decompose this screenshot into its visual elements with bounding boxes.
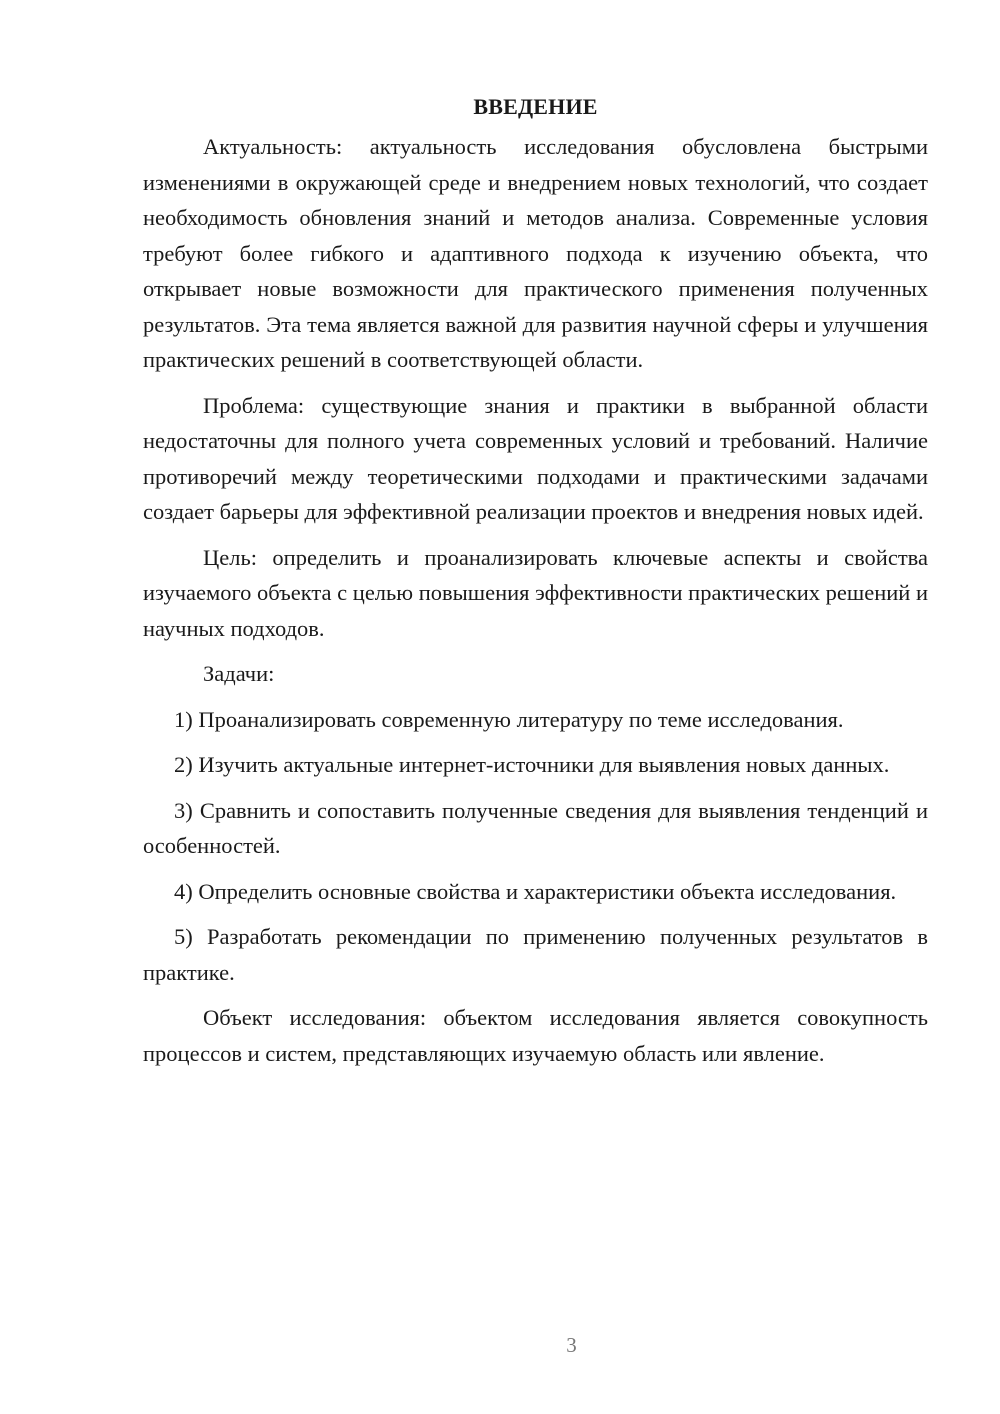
problem-paragraph: Проблема: существующие знания и практики в выбранной области недостаточны для полного учета современных условий и требований. Наличие противоречий между теоретическими подходами и практическими задачами создает барьеры для эффективной реализации проектов и внедрения новых идей. (143, 392, 928, 524)
goal-paragraph: Цель: определить и проанализировать ключевые аспекты и свойства изучаемого объекта с целью повышения эффективности практических решений и научных подходов. (143, 544, 928, 641)
relevance-paragraph: Актуальность: актуальность исследования обусловлена быстрыми изменениями в окружающей среде и внедрением новых технологий, что создает необходимость обновления знаний и методов анализа. Современные условия требуют более гибкого и адаптивного подхода к изучению объекта, что открывает новые возможности для практического применения полученных результатов. Эта тема является важной для развития научной сферы и улучшения практических решений в соответствующей области. (143, 134, 928, 372)
task-item-5: 5) Разработать рекомендации по применению полученных результатов в практике. (143, 924, 928, 985)
task-item-3: 3) Сравнить и сопоставить полученные сведения для выявления тенденций и особенностей. (143, 797, 928, 858)
task-item-1: 1) Проанализировать современную литературу по теме исследования. (174, 706, 844, 732)
section-heading: ВВЕДЕНИЕ (473, 94, 598, 119)
page-number: 3 (566, 1333, 577, 1357)
page-content (143, 92, 928, 1081)
task-item-2: 2) Изучить актуальные интернет-источники для выявления новых данных. (174, 752, 890, 777)
tasks-label: Задачи: (203, 661, 275, 686)
task-item-4: 4) Определить основные свойства и характеристики объекта исследования. (174, 878, 897, 904)
object-paragraph: Объект исследования: объектом исследования является совокупность процессов и систем, представляющих изучаемую область или явление. (143, 1005, 928, 1066)
